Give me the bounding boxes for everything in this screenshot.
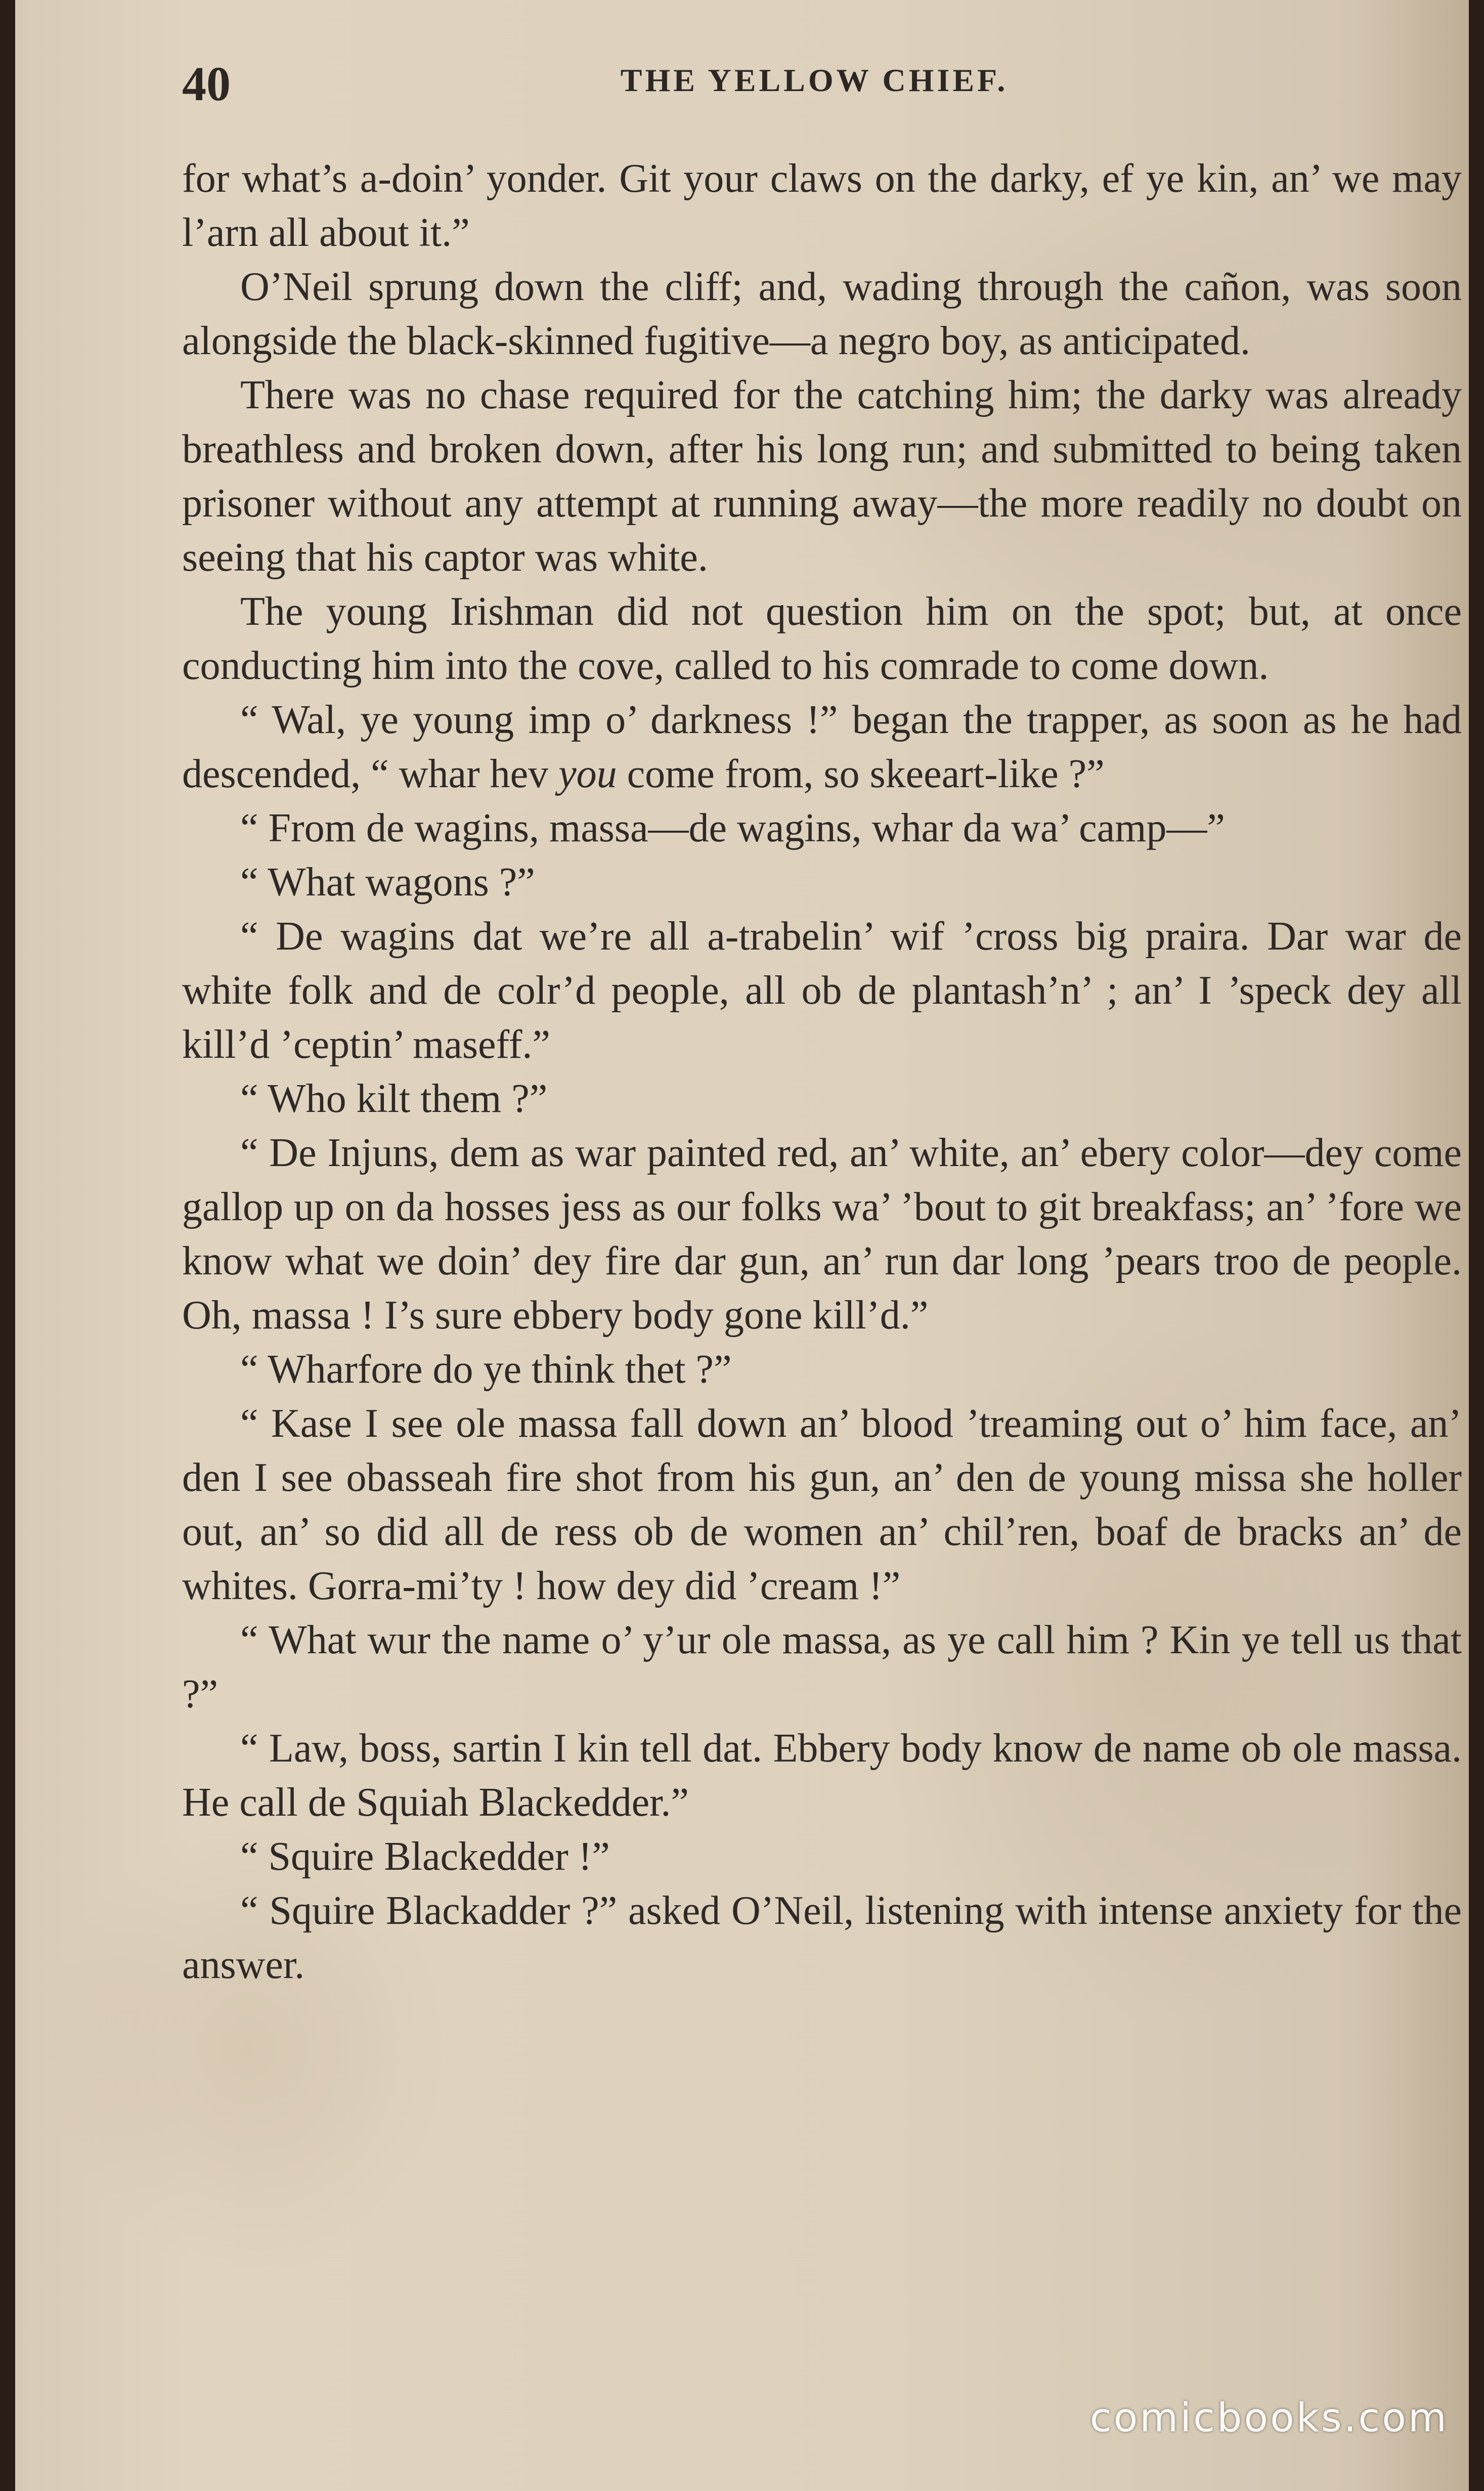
emphasis-text: you — [558, 752, 617, 796]
paragraph: for what’s a-doin’ yonder. Git your claws on the darky, ef ye kin, an’ we may l’arn all about it.” — [182, 156, 1462, 255]
paragraph: “ What wur the name o’ y’ur ole massa, as ye call him ? Kin ye tell us that ?” — [182, 1618, 1462, 1716]
paragraph: “ Squire Blackedder !” — [240, 1834, 610, 1879]
paragraph: “ Wharfore do ye think thet ?” — [240, 1347, 732, 1392]
paragraph: “ From de wagins, massa—de wagins, whar da wa’ camp—” — [240, 806, 1225, 850]
paragraph-text: “ Wal, ye young imp o’ darkness !” began the trapper, as soon as he had descended, “ whar hev — [182, 698, 1462, 796]
running-head: THE YELLOW CHIEF. — [620, 62, 1009, 98]
paragraph: “ Who kilt them ?” — [240, 1077, 548, 1121]
paragraph — [182, 693, 1462, 801]
watermark: comicbooks.com — [1089, 2395, 1449, 2441]
paragraph: “ Kase I see ole massa fall down an’ blood ’treaming out o’ him face, an’ den I see obasseah fire shot from his gun, an’ den de young missa she holler out, an’ so did all de ress ob de women an’ chil’ren, boaf de bracks an’ de whites. Gorra-mi’ty ! how dey did ’cream !” — [182, 1401, 1462, 1608]
paragraph: “ Squire Blackadder ?” asked O’Neil, listening with intense anxiety for the answer. — [182, 1888, 1462, 1987]
page-number: 40 — [182, 57, 231, 111]
paragraph-text: come from, so skeeart-like ?” — [617, 752, 1105, 796]
paragraph: The young Irishman did not question him on the spot; but, at once conducting him into the cove, called to his comrade to come down. — [182, 589, 1462, 688]
book-page — [15, 0, 1469, 2491]
body-text — [182, 152, 1462, 1992]
page-header — [167, 56, 1462, 111]
paragraph: There was no chase required for the catching him; the darky was already breathless and broken down, after his long run; and submitted to being taken prisoner without any attempt at running away—the more readily no doubt on seeing that his captor was white. — [182, 373, 1462, 580]
paragraph: “ De wagins dat we’re all a-trabelin’ wif ’cross big praira. Dar war de white folk and de colr’d people, all ob de plantash’n’ ; an’ I ’speck dey all kill’d ’ceptin’ maseff.” — [182, 914, 1462, 1067]
paragraph: O’Neil sprung down the cliff; and, wading through the cañon, was soon alongside the black-skinned fugitive—a negro boy, as anticipated. — [182, 265, 1462, 363]
paragraph: “ Law, boss, sartin I kin tell dat. Ebbery body know de name ob ole massa. He call de Squiah Blackedder.” — [182, 1726, 1462, 1825]
paragraph: “ What wagons ?” — [240, 860, 535, 905]
paragraph: “ De Injuns, dem as war painted red, an’ white, an’ ebery color—dey come gallop up on da hosses jess as our folks wa’ ’bout to git breakfass; an’ ’fore we know what we doin’ dey fire dar gun, an’ run dar long ’pears troo de people. Oh, massa ! I’s sure ebbery body gone kill’d.” — [182, 1131, 1462, 1338]
